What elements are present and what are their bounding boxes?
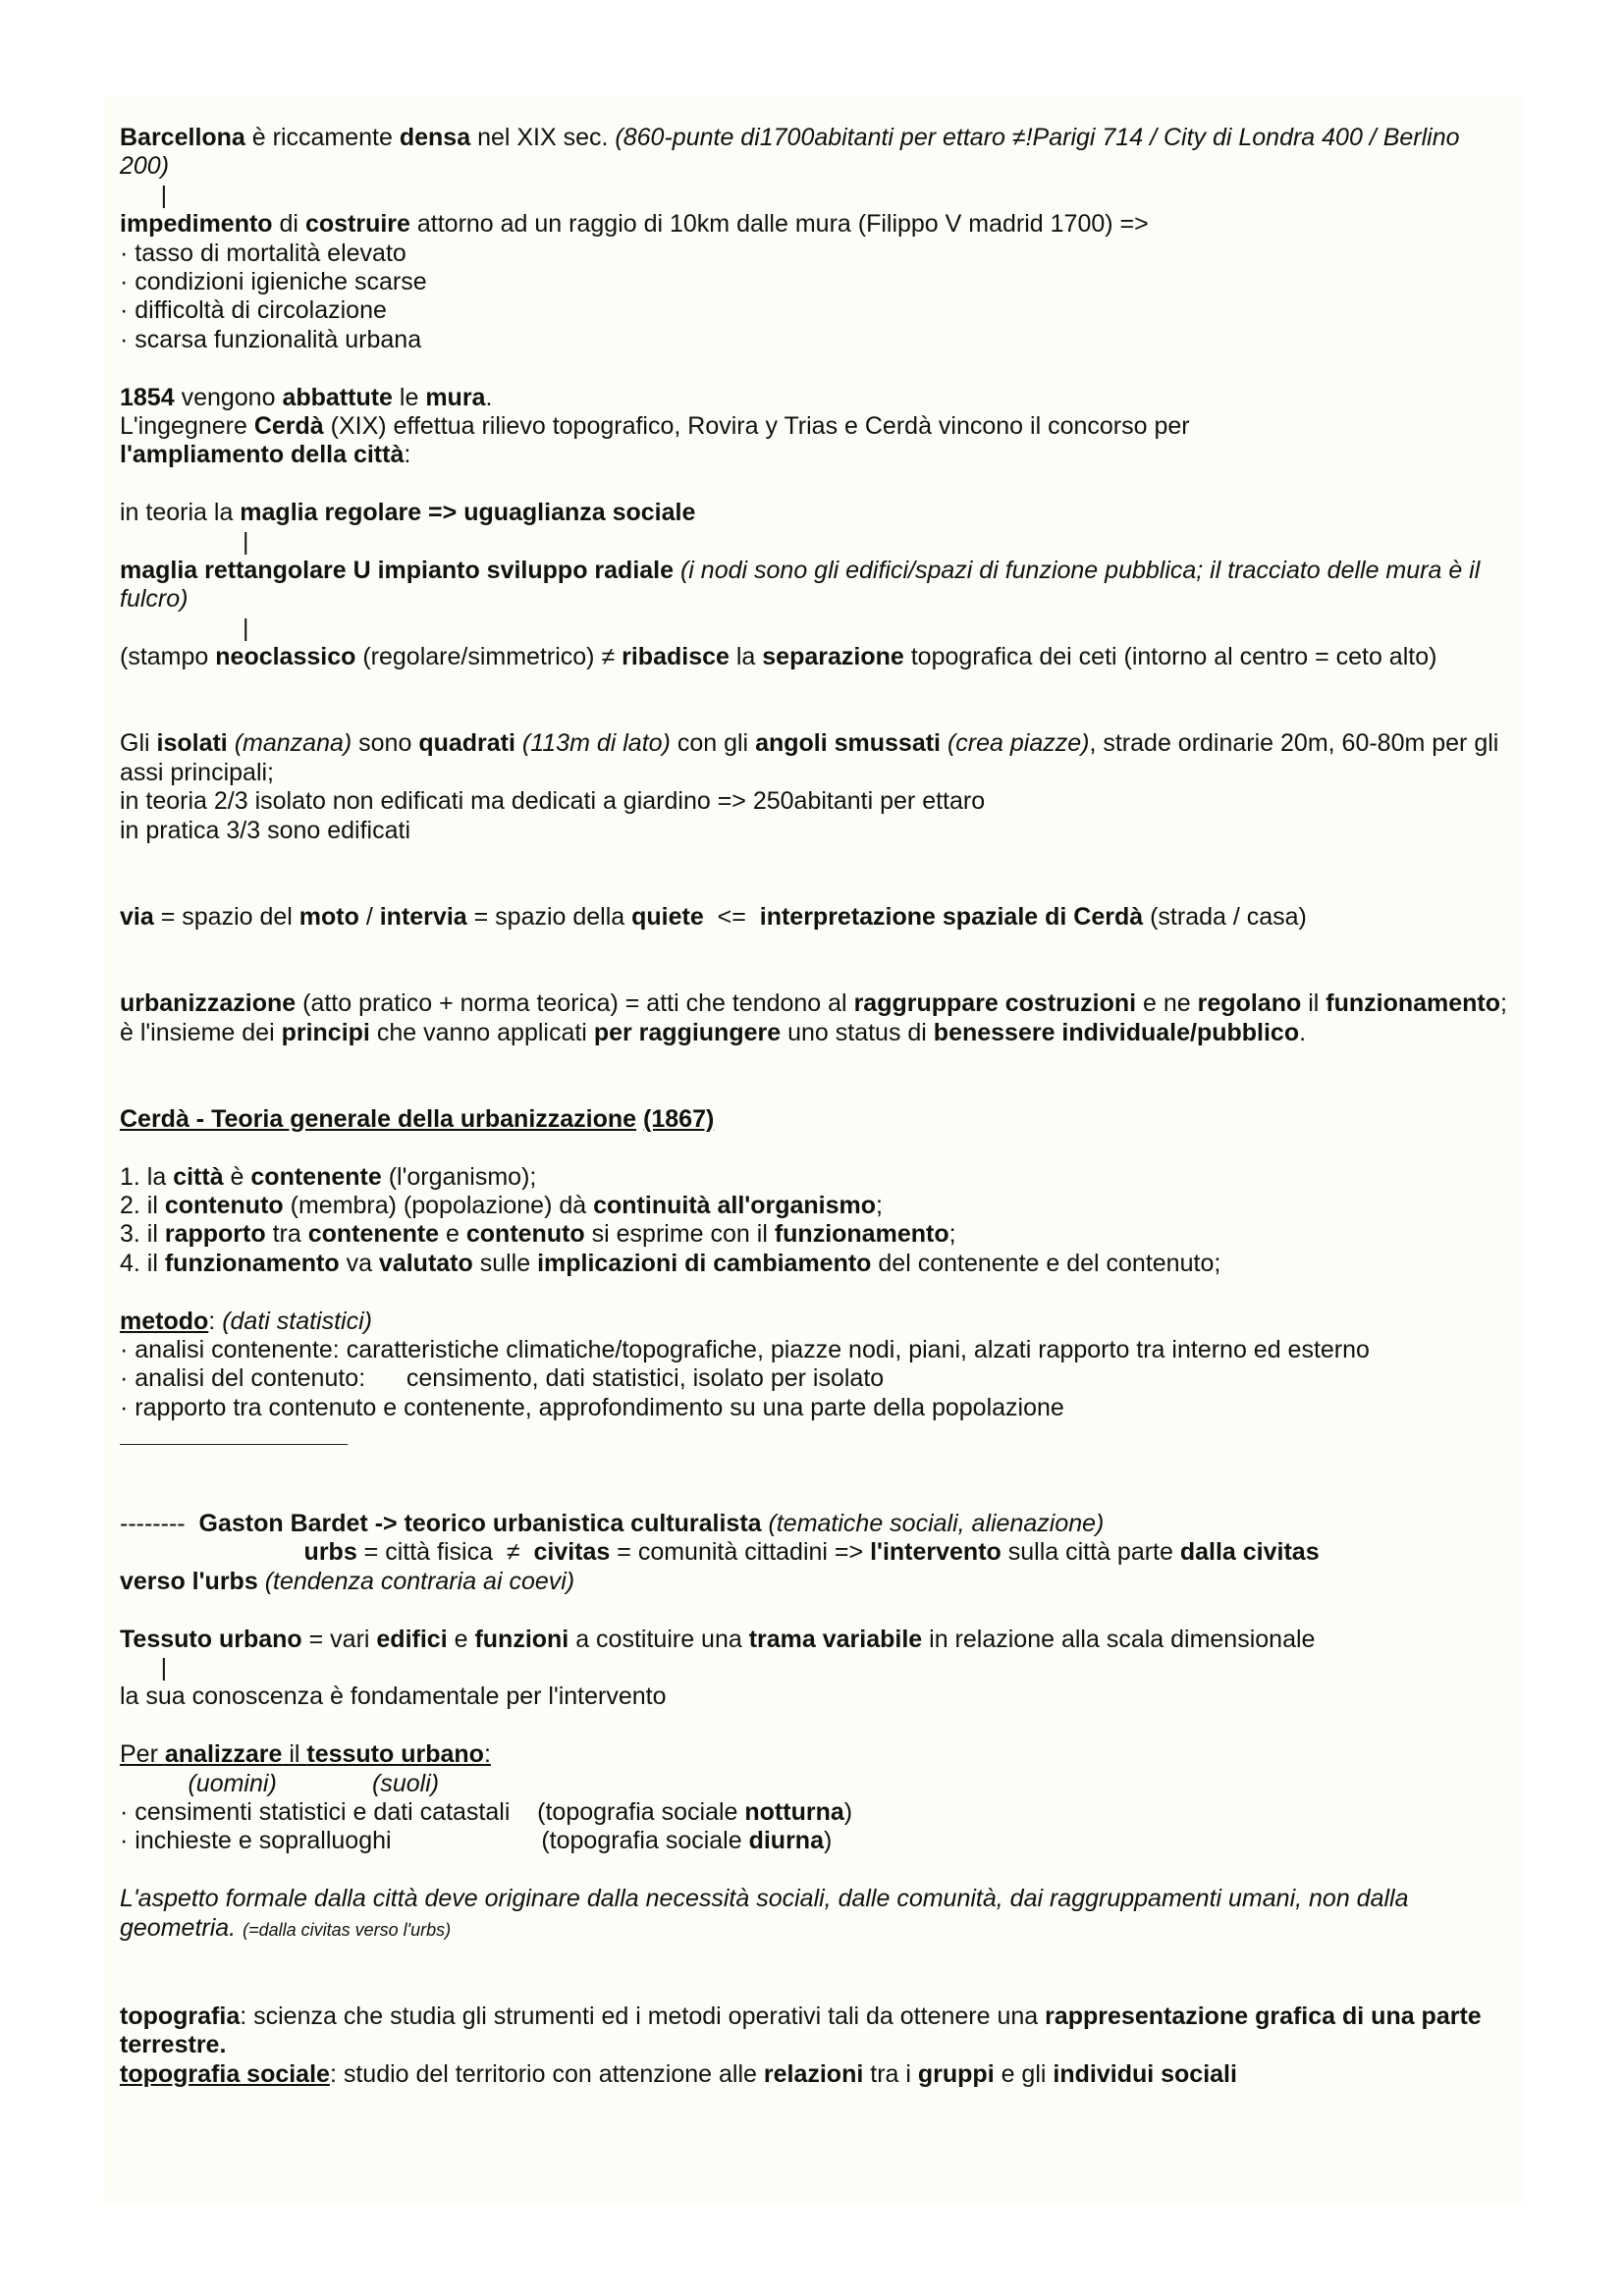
text-run: e gli (994, 2059, 1054, 2088)
text-run: · analisi contenente: caratteristiche climatiche/topografiche, piazze nodi, piani, alzati rapporto tra interno ed esterno (120, 1335, 1370, 1363)
text-run: e ne (1136, 989, 1198, 1018)
text-run: · difficoltà di circolazione (120, 296, 387, 325)
text-run: diurna (748, 1827, 824, 1855)
text-run: va (339, 1249, 379, 1277)
section-bardet (120, 1510, 1514, 1596)
text-run: analizzare (164, 1740, 283, 1769)
text-run: sulla città parte (1001, 1538, 1180, 1567)
text-run: <= (703, 902, 760, 931)
section-isolati (120, 729, 1514, 845)
text-run: contenente (250, 1162, 382, 1191)
text-run: ribadisce (622, 643, 730, 671)
text-run: la (729, 643, 763, 671)
text-run: | (120, 527, 249, 556)
list-item (120, 1827, 1514, 1855)
text-run: angoli smussati (755, 729, 942, 758)
text-run: e (447, 1625, 475, 1653)
notes-document (120, 124, 1514, 2089)
list-item (120, 296, 1514, 325)
connector-line (120, 1654, 1514, 1682)
text-run: Cerdà (253, 412, 324, 441)
text-run: civitas (533, 1538, 611, 1567)
text-line (120, 1510, 1514, 1538)
text-run: (l'organismo); (381, 1162, 537, 1191)
section-maglia (120, 499, 1514, 671)
text-run (258, 1568, 265, 1595)
text-run: 1. la (120, 1162, 174, 1191)
text-run: 3. il (120, 1220, 165, 1249)
text-run: nel XIX sec. (470, 124, 616, 151)
text-line (120, 412, 1514, 441)
text-run: vengono (174, 383, 283, 411)
text-run: : scienza che studia gli strumenti ed i metodi operativi tali da ottenere una (240, 2002, 1046, 2030)
text-run: in teoria 2/3 isolato non edificati ma dedicati a giardino => 250abitanti per ettaro (120, 787, 986, 816)
text-run: contenuto (465, 1220, 585, 1249)
section-barcellona (120, 124, 1514, 354)
text-run: 2. il (120, 1191, 165, 1219)
text-run: relazioni (763, 2059, 864, 2088)
text-run: (XIX) effettua rilievo topografico, Rovira y Trias e Cerdà vincono il concorso per (323, 412, 1190, 441)
text-run: = spazio del (153, 902, 299, 931)
text-run: = spazio della (466, 902, 632, 931)
separator-rule (120, 1422, 348, 1445)
text-run: Gaston Bardet -> teorico urbanistica culturalista (198, 1509, 762, 1537)
text-run: ; (876, 1191, 883, 1219)
text-run: tessuto urbano (306, 1740, 484, 1769)
text-run: costruire (304, 210, 410, 239)
text-run: . (485, 383, 493, 411)
text-run: in teoria la (120, 499, 241, 527)
text-run: densa (399, 124, 471, 151)
text-run: · scarsa funzionalità urbana (120, 325, 422, 353)
text-run: sono (352, 729, 419, 758)
text-line (120, 2002, 1514, 2060)
section-urbanizzazione (120, 989, 1514, 1047)
text-line (120, 1682, 1514, 1711)
text-run (941, 729, 947, 757)
section-topografia (120, 2002, 1514, 2089)
text-run: (=dalla civitas verso l'urbs) (243, 1919, 452, 1940)
list-item (120, 1163, 1514, 1192)
text-run: rappresentazione grafica di una parte terrestre. (120, 2002, 1482, 2059)
text-run: : (483, 1740, 491, 1769)
text-run: : (208, 1307, 223, 1335)
text-run: interpretazione spaziale di Cerdà (759, 902, 1144, 931)
text-run: mura (425, 383, 486, 411)
text-run: , strade ordinarie 20m, 60-80m per gli assi principali; (120, 729, 1499, 786)
section-via (120, 903, 1514, 932)
section-analizzare (120, 1740, 1514, 1856)
text-line (120, 643, 1514, 671)
text-run: Tessuto urbano (120, 1625, 302, 1653)
text-run: -------- (120, 1509, 199, 1537)
text-run: si esprime con il (584, 1220, 775, 1249)
section-mura (120, 384, 1514, 470)
text-run: tra (265, 1220, 308, 1249)
text-line (120, 787, 1514, 816)
text-run: che vanno applicati (369, 1018, 594, 1046)
text-run: maglia rettangolare U impianto sviluppo radiale (120, 557, 675, 585)
text-run: funzionamento (1326, 989, 1501, 1018)
text-run: : (404, 441, 411, 469)
text-run: Per (120, 1740, 165, 1769)
text-run: a costituire una (568, 1625, 749, 1653)
connector-line (120, 614, 1514, 643)
text-run: 1854 (120, 383, 175, 411)
list-item (120, 1220, 1514, 1249)
connector-line (120, 182, 1514, 210)
text-run: impedimento (120, 210, 273, 239)
text-run: il (1301, 989, 1326, 1018)
text-line (120, 1885, 1514, 1945)
text-run: (uomini) (188, 1769, 277, 1797)
text-run: ) (824, 1827, 833, 1855)
text-run (228, 729, 235, 757)
text-run (277, 1770, 372, 1797)
text-run: topografica dei ceti (intorno al centro = ceto alto) (903, 643, 1437, 671)
text-run (120, 1770, 188, 1797)
text-run: funzioni (474, 1625, 569, 1653)
text-run: (stampo (120, 643, 216, 671)
text-run: · rapporto tra contenuto e contenente, approfondimento su una parte della popolazione (120, 1393, 1064, 1421)
text-run: topografia sociale (120, 2059, 330, 2088)
text-run: · censimenti statistici e dati catastali (topografia sociale (120, 1797, 745, 1826)
text-run: (crea piazze) (947, 729, 1090, 758)
text-run: urbs (303, 1538, 357, 1567)
section-aspetto (120, 1885, 1514, 1945)
text-run: L'aspetto formale dalla città deve originare dalla necessità sociali, dalle comunità, dai raggruppamenti umani, non dalla geometria. (120, 1885, 1409, 1942)
text-run: (tematiche sociali, alienazione) (768, 1509, 1105, 1537)
text-run: verso l'urbs (120, 1567, 258, 1595)
text-run: metodo (120, 1307, 209, 1335)
text-run: sulle (472, 1249, 538, 1277)
text-run: individui sociali (1053, 2059, 1237, 2088)
section-metodo (120, 1308, 1514, 1423)
text-run: Barcellona (120, 124, 245, 151)
text-line (120, 2060, 1514, 2089)
text-run: L'ingegnere (120, 412, 254, 441)
text-run: con gli (670, 729, 756, 758)
text-run: in relazione alla scala dimensionale (922, 1625, 1316, 1653)
text-line (120, 1770, 1514, 1798)
text-run: urbanizzazione (120, 989, 297, 1018)
text-run: (strada / casa) (1143, 902, 1307, 931)
text-run: · tasso di mortalità elevato (120, 239, 406, 267)
list-item (120, 1192, 1514, 1220)
text-run: moto (298, 902, 359, 931)
text-run (515, 729, 522, 757)
section-punti (120, 1163, 1514, 1279)
text-run (120, 1538, 304, 1566)
list-item (120, 1250, 1514, 1278)
text-run: principi (281, 1018, 370, 1046)
text-run: · analisi del contenuto: censimento, dati statistici, isolato per isolato (120, 1364, 885, 1393)
list-item (120, 1798, 1514, 1827)
text-run: Cerdà - Teoria generale della urbanizzazione (120, 1104, 637, 1133)
text-line (120, 903, 1514, 932)
text-run: gruppi (917, 2059, 995, 2088)
text-run: : studio del territorio con attenzione alle (329, 2059, 764, 2088)
text-run: neoclassico (215, 643, 356, 671)
text-run (636, 1105, 643, 1133)
section-tessuto (120, 1626, 1514, 1712)
text-run: di (272, 210, 305, 239)
text-run: è (223, 1162, 251, 1191)
text-run: trama variabile (748, 1625, 923, 1653)
text-run: (tendenza contraria ai coevi) (264, 1567, 575, 1595)
text-run: benessere individuale/pubblico (933, 1018, 1300, 1046)
section-teoria-title (120, 1105, 1514, 1134)
text-line (120, 499, 1514, 527)
text-run (762, 1510, 769, 1537)
list-item (120, 268, 1514, 296)
text-run: · inchieste e sopralluoghi (topografia sociale (120, 1827, 749, 1855)
text-run: · condizioni igieniche scarse (120, 268, 427, 296)
text-run: e (439, 1220, 466, 1249)
text-run: la sua conoscenza è fondamentale per l'intervento (120, 1682, 667, 1711)
text-run: regolano (1197, 989, 1302, 1018)
text-run: (membra) (popolazione) dà (283, 1191, 594, 1219)
text-run: tra i (863, 2059, 918, 2088)
text-run: (1867) (643, 1104, 715, 1133)
text-run: funzionamento (774, 1220, 949, 1249)
text-run: dalla civitas (1179, 1538, 1320, 1567)
text-line (120, 729, 1514, 787)
text-run: quiete (631, 902, 704, 931)
text-run: via (120, 902, 154, 931)
text-run: continuità all'organismo (593, 1191, 877, 1219)
text-run: ; (948, 1220, 956, 1249)
text-run: attorno ad un raggio di 10km dalle mura (Filippo V madrid 1700) => (409, 210, 1149, 239)
text-run (674, 557, 680, 584)
text-run: (atto pratico + norma teorica) = atti che tendono al (296, 989, 854, 1018)
section-heading (120, 1105, 1514, 1134)
text-run: è riccamente (244, 124, 400, 151)
text-line (120, 210, 1514, 239)
text-line (120, 557, 1514, 614)
text-run: | (120, 1653, 168, 1682)
section-heading (120, 1740, 1514, 1769)
text-run: valutato (378, 1249, 473, 1277)
text-run: (i nodi sono gli edifici/spazi di funzione pubblica; il tracciato delle mura è il fulcro) (120, 557, 1481, 614)
text-line (120, 1308, 1514, 1336)
text-run: l'ampliamento della città (120, 441, 405, 469)
text-line (120, 1568, 1514, 1596)
text-line (120, 989, 1514, 1047)
text-run: rapporto (164, 1220, 266, 1249)
text-run: | (120, 614, 249, 642)
text-run: funzionamento (164, 1249, 340, 1277)
text-run: = vari (301, 1625, 377, 1653)
text-line (120, 384, 1514, 412)
list-item (120, 1394, 1514, 1422)
text-run: | (120, 181, 168, 209)
text-run: del contenente e del contenuto; (871, 1249, 1221, 1277)
text-run: ; è l'insieme dei (120, 989, 1507, 1046)
text-run: (113m di lato) (521, 729, 671, 758)
text-run: abbattute (282, 383, 393, 411)
text-run: l'intervento (870, 1538, 1001, 1567)
text-run: = città fisica ≠ (356, 1538, 534, 1567)
list-item (120, 326, 1514, 354)
text-run: quadrati (418, 729, 515, 758)
list-item (120, 1364, 1514, 1393)
text-run: / (358, 902, 380, 931)
text-line (120, 817, 1514, 845)
text-run: implicazioni di cambiamento (537, 1249, 872, 1277)
text-run: il (282, 1740, 307, 1769)
text-run: Gli (120, 729, 157, 758)
text-run: contenente (307, 1220, 440, 1249)
connector-line (120, 528, 1514, 557)
text-run: ) (843, 1797, 853, 1826)
text-run: in pratica 3/3 sono edificati (120, 816, 411, 844)
text-run: (suoli) (372, 1769, 440, 1797)
text-run: = comunità cittadini => (610, 1538, 871, 1567)
text-run: edifici (376, 1625, 448, 1653)
text-run: raggruppare costruzioni (853, 989, 1137, 1018)
text-run: 4. il (120, 1249, 165, 1277)
text-run: intervia (379, 902, 467, 931)
text-run: notturna (744, 1797, 844, 1826)
text-run: (860-punte di1700abitanti per ettaro ≠!Parigi 714 / City di Londra 400 / Berlino 200) (120, 124, 1460, 181)
list-item (120, 240, 1514, 268)
text-run: uno status di (781, 1018, 934, 1046)
text-run: . (1299, 1018, 1307, 1046)
text-run: per raggiungere (593, 1018, 782, 1046)
text-line (120, 1626, 1514, 1654)
text-run: maglia regolare => uguaglianza sociale (240, 499, 696, 527)
text-run: (regolare/simmetrico) ≠ (355, 643, 623, 671)
text-run: topografia (120, 2002, 241, 2030)
text-run: le (392, 383, 426, 411)
text-run: isolati (156, 729, 228, 758)
text-run: città (173, 1162, 224, 1191)
text-run: separazione (762, 643, 904, 671)
text-run: (manzana) (234, 729, 352, 758)
text-line (120, 1538, 1514, 1567)
text-line (120, 124, 1514, 182)
text-run: (dati statistici) (222, 1307, 372, 1335)
text-run: contenuto (164, 1191, 284, 1219)
text-line (120, 441, 1514, 469)
list-item (120, 1336, 1514, 1364)
